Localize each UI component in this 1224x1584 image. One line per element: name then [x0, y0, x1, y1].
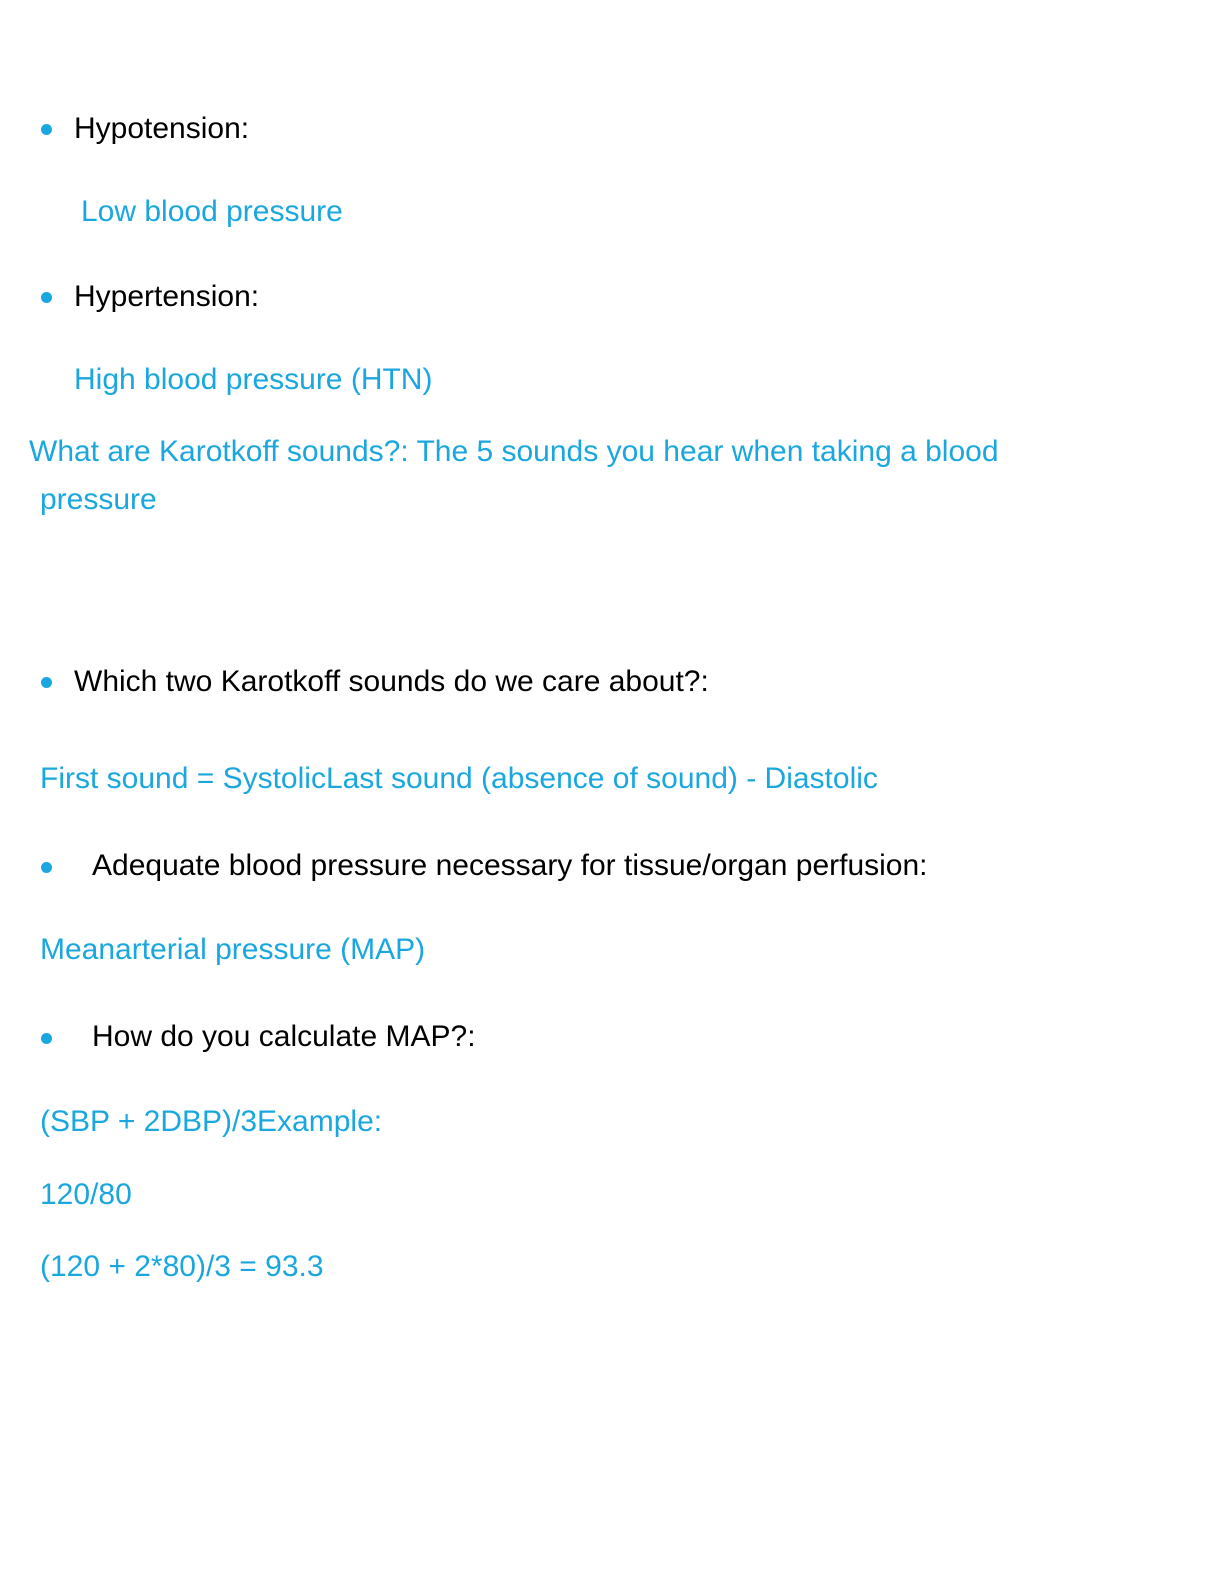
answer-map-formula: (SBP + 2DBP)/3Example:: [40, 1105, 383, 1138]
question-two-karotkoff-sounds: Which two Karotkoff sounds do we care about?:: [74, 665, 709, 698]
answer-two-karotkoff-sounds: First sound = SystolicLast sound (absence of sound) - Diastolic: [40, 762, 878, 795]
bullet-icon: [41, 1033, 52, 1044]
bullet-icon: [41, 292, 52, 303]
question-tissue-perfusion: Adequate blood pressure necessary for tissue/organ perfusion:: [92, 849, 928, 882]
answer-map-example-bp: 120/80: [40, 1178, 132, 1211]
answer-tissue-perfusion: Meanarterial pressure (MAP): [40, 933, 426, 966]
bullet-icon: [41, 677, 52, 688]
answer-hypertension: High blood pressure (HTN): [74, 363, 433, 396]
bullet-icon: [41, 124, 52, 135]
answer-hypotension: Low blood pressure: [81, 195, 343, 228]
question-hypotension: Hypotension:: [74, 112, 250, 145]
question-calculate-map: How do you calculate MAP?:: [92, 1020, 476, 1053]
question-hypertension: Hypertension:: [74, 280, 260, 313]
answer-map-example-calc: (120 + 2*80)/3 = 93.3: [40, 1250, 324, 1283]
karotkoff-definition-line2: pressure: [40, 483, 157, 516]
bullet-icon: [41, 862, 52, 873]
karotkoff-definition-line1: What are Karotkoff sounds?: The 5 sounds you hear when taking a blood: [29, 435, 999, 468]
